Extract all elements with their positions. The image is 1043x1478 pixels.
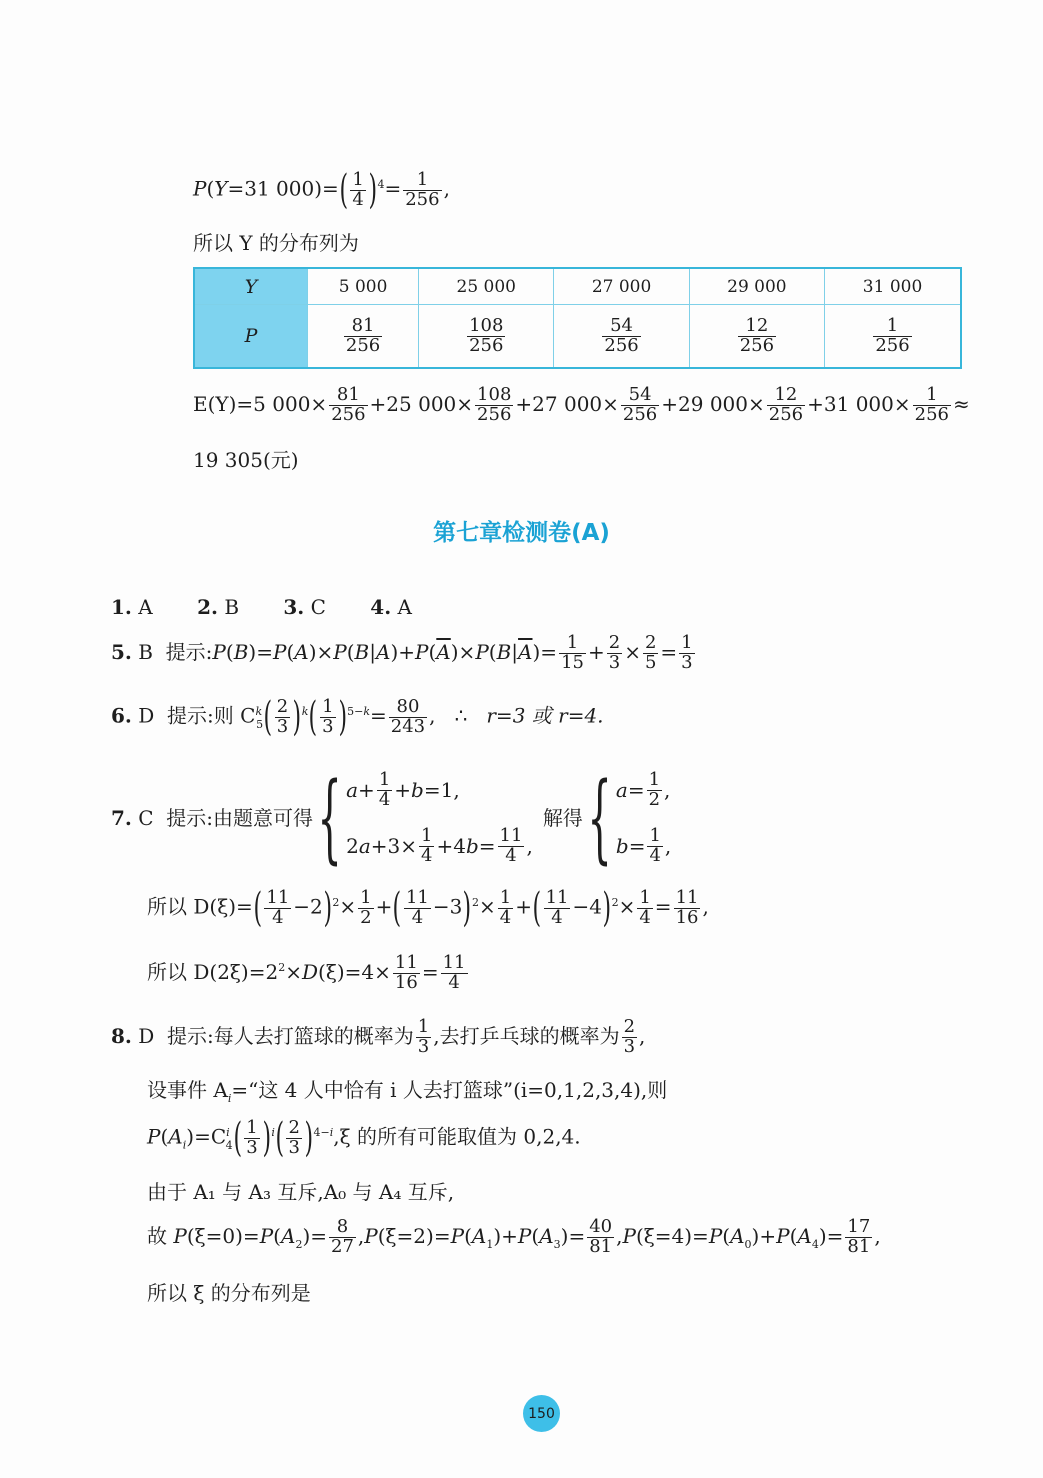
- xi-distribution-intro: 所以 ξ 的分布列是: [147, 1281, 311, 1305]
- d-xi-formula: 所以 D(ξ)=( $\frac{11}{4}$ −2)$^2$× $\frac{1}{2}$ +( $\frac{11}{4}$ −3)$^2$× $\frac{1}{4}$ +( $\frac{11}{4}$ −4)$^2$× $\frac{1}{4}$ = $\frac{11}{16}$ ,: [147, 885, 709, 931]
- table-row-p: [194, 305, 961, 368]
- table-row-y: [194, 268, 961, 305]
- distribution-table: [193, 267, 962, 369]
- section-title: 第七章检测卷(A): [433, 520, 610, 546]
- y-value-cell: 29 000: [689, 268, 824, 305]
- py31000-formula: P(Y=31 000)=( $\frac{1}{4}$ )$^4$= $\frac{1}{256}$ ,: [193, 167, 450, 213]
- p-value-cell: $\frac{54}{256}$: [554, 305, 689, 368]
- d-2xi-formula: 所以 $D(2\xi)=2^2\times D(\xi)=4\times$ $\frac{11}{16}$ = $\frac{11}{4}$: [147, 952, 466, 993]
- p-value-cell: $\frac{108}{256}$: [419, 305, 554, 368]
- expectation-result: 19 305(元): [193, 448, 299, 472]
- page-number: 150: [523, 1395, 560, 1432]
- row-label-p: P: [194, 305, 308, 368]
- y-value-cell: 25 000: [419, 268, 554, 305]
- row-label-y: Y: [194, 268, 308, 305]
- p-value-cell: $\frac{81}{256}$: [308, 305, 419, 368]
- p-value-cell: $\frac{1}{256}$: [825, 305, 961, 368]
- answers-1-4: 1. A 2. B 3. C 4. A: [111, 595, 412, 619]
- p-ai-formula: $P(A_i)=C^i_4$( $\frac{1}{3}$ )$^i$( $\frac{2}{3}$ )$^{4-i}$,ξ 的所有可能取值为 0,2,4.: [147, 1115, 581, 1161]
- y-value-cell: 27 000: [554, 268, 689, 305]
- event-definition: 设事件 $A_i=“$这 4 人中恰有 i 人去打篮球”(i=0,1,2,3,4),则: [147, 1078, 668, 1105]
- answer-7: 7. C 提示:由题意可得{ a + $\frac{1}{4}$ + b =1, 2 a +3× $\frac{1}{4}$ +4 b = $\frac{11}{4}$ , 解得{ a = $\frac{1}{2}$ , b = $\frac{1}{4}$ ,: [111, 762, 672, 874]
- y-value-cell: 31 000: [825, 268, 961, 305]
- xi-probabilities: 故 $P(\xi=0)=P(A_2)=$ $\frac{8}{27}$ $,P(\xi=2)=P(A_1)+P(A_3)=$ $\frac{40}{81}$ $,P(\xi=4)=P(A_0)+P(A_4)=$ $\frac{17}{81}$ ,: [147, 1216, 881, 1257]
- y-value-cell: 5 000: [308, 268, 419, 305]
- answer-5: 5. B 提示$:P(B)=P(A)\times P(B|A)+P(\overline{A})\times P(B|\overline{A})=$ $\frac{1}{15}$ + $\frac{2}{3}$ × $\frac{2}{5}$ = $\frac{1}{3}$: [111, 632, 693, 673]
- distribution-intro: 所以 Y 的分布列为: [193, 231, 359, 255]
- mutual-exclusion-note: 由于 A₁ 与 A₃ 互斥,A₀ 与 A₄ 互斥,: [147, 1180, 455, 1204]
- answer-6: 6. D 提示:则 $C^k_5$( $\frac{2}{3}$ )$^k$( $\frac{1}{3}$ )$^{5-k}$= $\frac{80}{243}$ , ∴ r=3 或 r=4.: [111, 694, 604, 740]
- answer-8: 8. D 提示:每人去打篮球的概率为 $\frac{1}{3}$ ,去打乒乓球的概率为 $\frac{2}{3}$ ,: [111, 1016, 646, 1057]
- p-value-cell: $\frac{12}{256}$: [689, 305, 824, 368]
- expectation-formula: E(Y)=5 000× $\frac{81}{256}$ +25 000× $\frac{108}{256}$ +27 000× $\frac{54}{256}$ +29 000× $\frac{12}{256}$ +31 000× $\frac{1}{256}$ ≈: [193, 384, 970, 425]
